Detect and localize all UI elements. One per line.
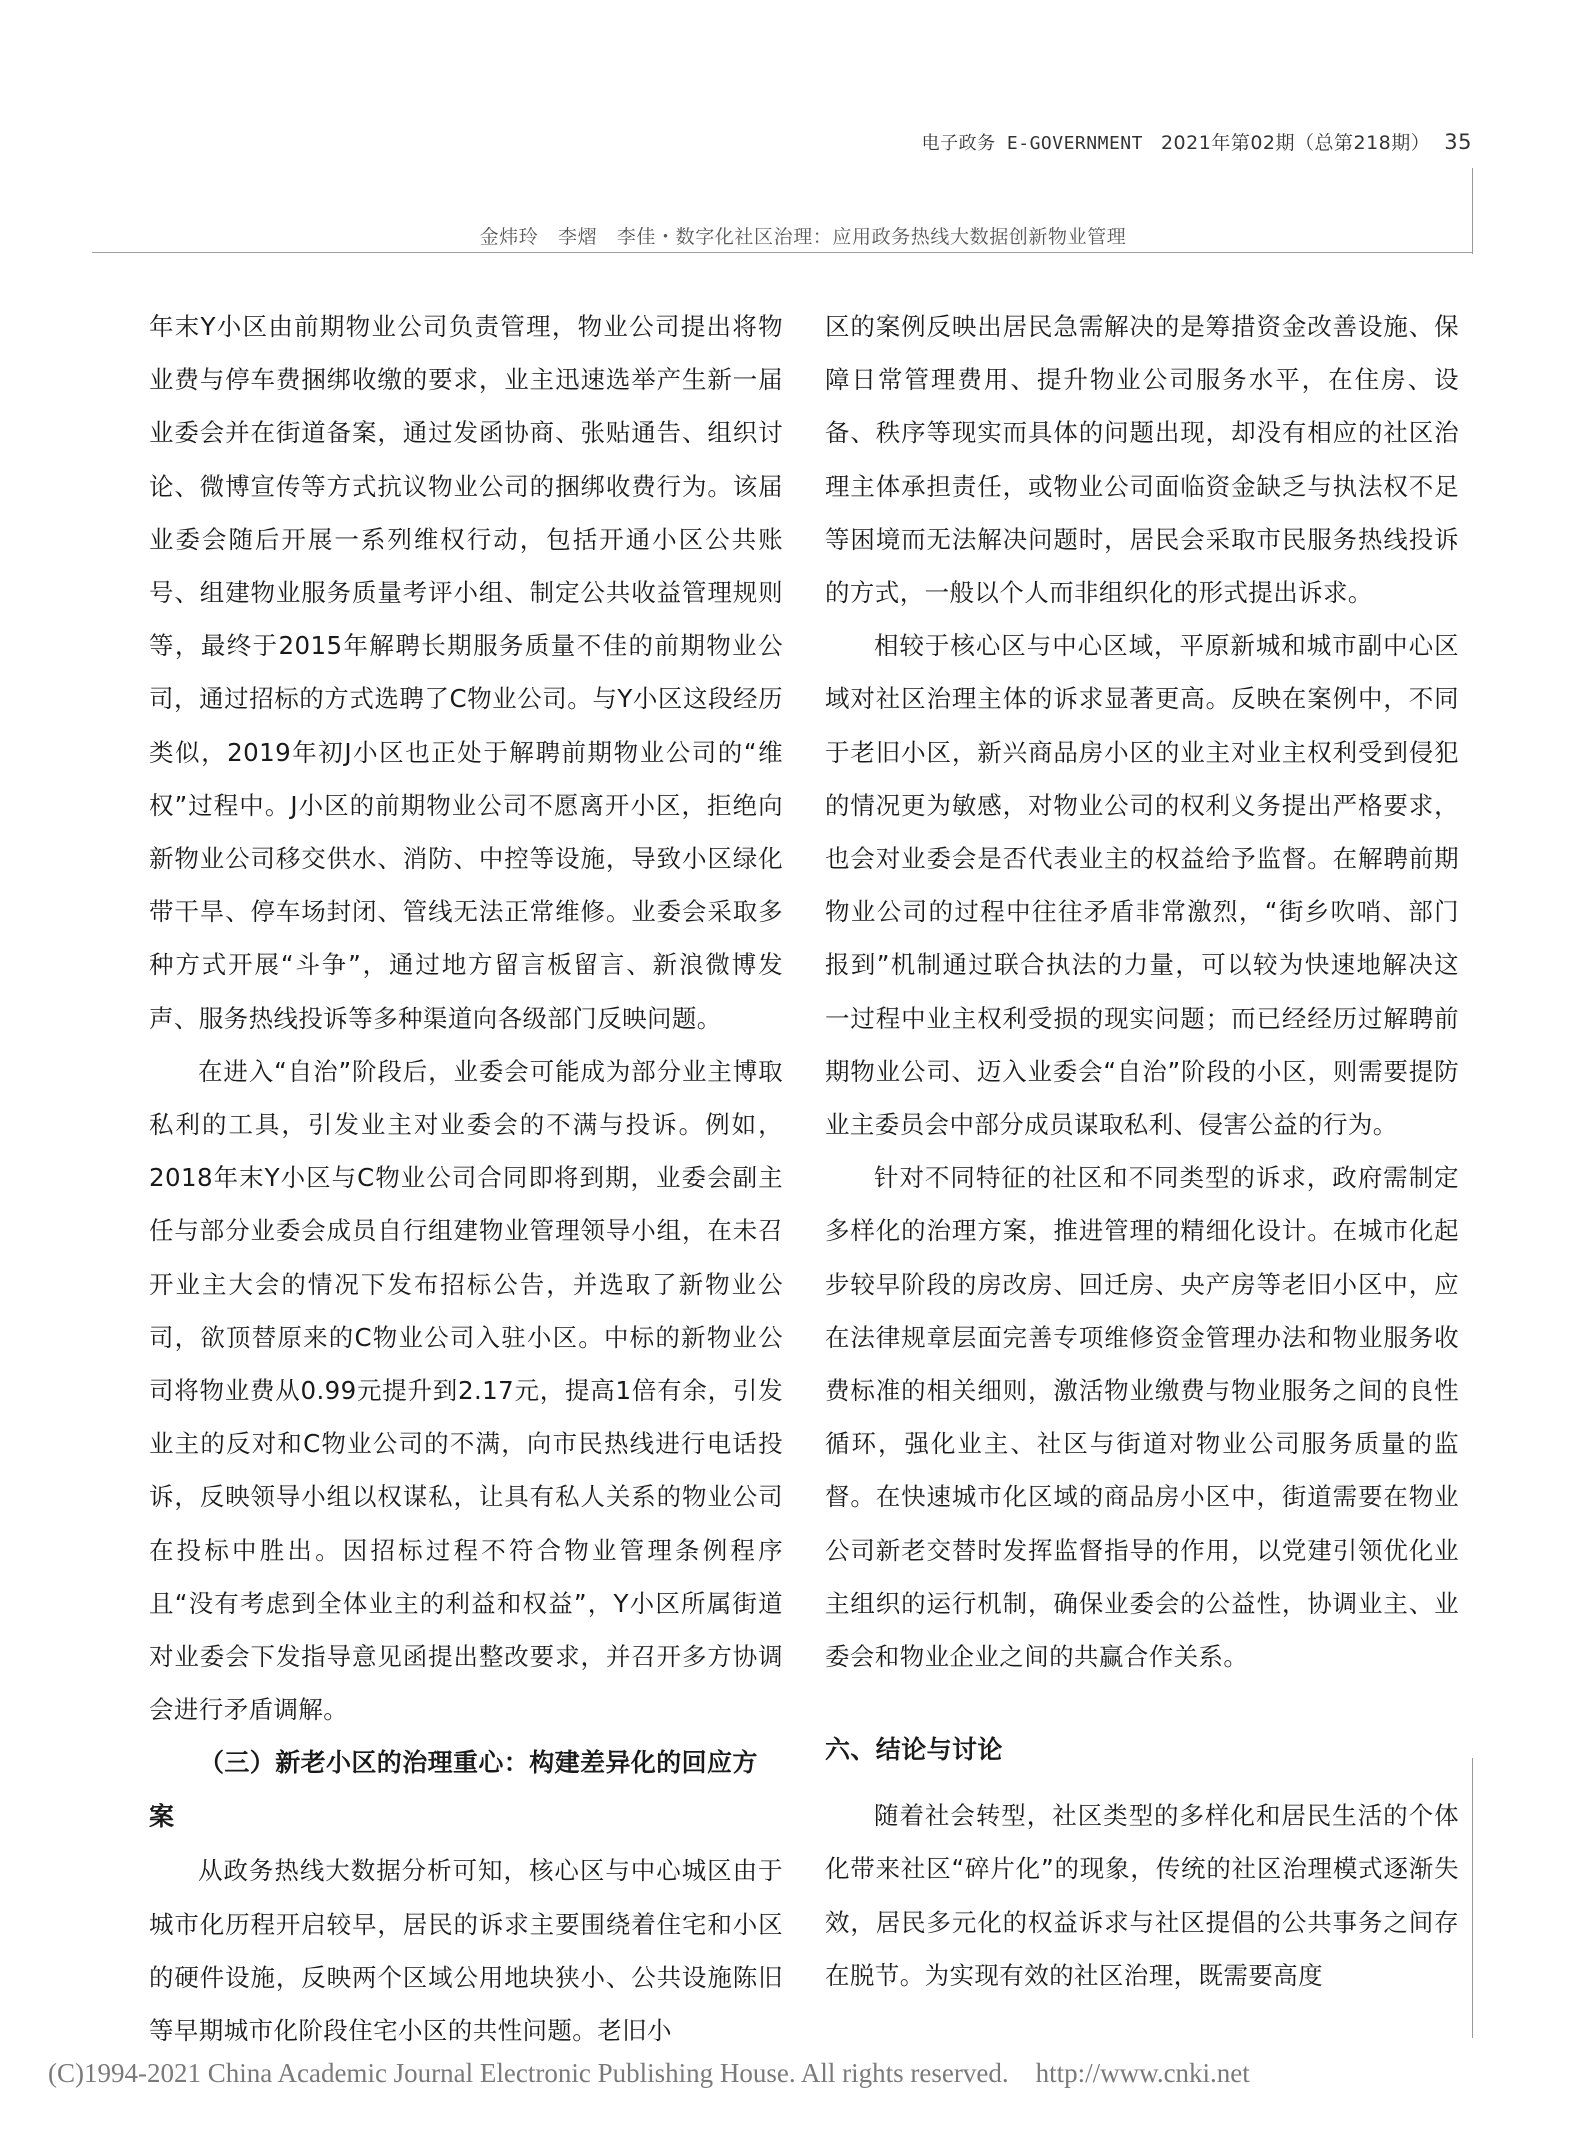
- section-heading: （三）新老小区的治理重心：构建差异化的回应方案: [149, 1748, 758, 1832]
- paragraph: 在进入“自治”阶段后，业委会可能成为部分业主博取私利的工具，引发业主对业委会的不满与投诉。例如，2018年末Y小区与C物业公司合同即将到期，业委会副主任与部分业委会成员自行组建物业管理领导小组，在未召开业主大会的情况下发布招标公告，并选取了新物业公司，欲顶替原来的C物业公司入驻小区。中标的新物业公司将物业费从0.99元提升到2.17元，提高1倍有余，引发业主的反对和C物业公司的不满，向市民热线进行电话投诉，反映领导小组以权谋私，让具有私人关系的物业公司在投标中胜出。因招标过程不符合物业管理条例程序且“没有考虑到全体业主的利益和权益”，Y小区所属街道对业委会下发指导意见函提出整改要求，并召开多方协调会进行矛盾调解。: [149, 1056, 783, 1725]
- paragraph: 从政务热线大数据分析可知，核心区与中心城区由于城市化历程开启较早，居民的诉求主要围绕着住宅和小区的硬件设施，反映两个区域公用地块狭小、公共设施陈旧等早期城市化阶段住宅小区的共性问题。老旧小: [149, 1856, 783, 2046]
- right-column: [825, 300, 1459, 2002]
- journal-name: 电子政务 E-GOVERNMENT: [921, 133, 1143, 154]
- paragraph: 区的案例反映出居民急需解决的是筹措资金改善设施、保障日常管理费用、提升物业公司服务水平，在住房、设备、秩序等现实而具体的问题出现，却没有相应的社区治理主体承担责任，或物业公司面临资金缺乏与执法权不足等困境而无法解决问题时，居民会采取市民服务热线投诉的方式，一般以个人而非组织化的形式提出诉求。: [825, 312, 1459, 608]
- page-number: 35: [1444, 130, 1472, 154]
- issue-label: 2021年第02期（总第218期）: [1160, 132, 1431, 154]
- paragraph: 针对不同特征的社区和不同类型的诉求，政府需制定多样化的治理方案，推进管理的精细化设计。在城市化起步较早阶段的房改房、回迁房、央产房等老旧小区中，应在法律规章层面完善专项维修资金管理办法和物业服务收费标准的相关细则，激活物业缴费与物业服务之间的良性循环，强化业主、社区与街道对物业公司服务质量的监督。在快速城市化区域的商品房小区中，街道需要在物业公司新老交替时发挥监督指导的作用，以党建引领优化业主组织的运行机制，确保业委会的公益性，协调业主、业委会和物业企业之间的共赢合作关系。: [825, 1163, 1459, 1672]
- page-header: [922, 128, 1472, 155]
- section-heading: 六、结论与讨论: [825, 1735, 1003, 1765]
- running-title: 金炜玲 李熠 李佳・数字化社区治理：应用政务热线大数据创新物业管理: [479, 226, 1127, 248]
- left-column: [149, 300, 783, 2057]
- paragraph: 随着社会转型，社区类型的多样化和居民生活的个体化带来社区“碎片化”的现象，传统的社区治理模式逐渐失效，居民多元化的权益诉求与社区提倡的公共事务之间存在脱节。为实现有效的社区治理，既需要高度: [825, 1801, 1459, 1990]
- copyright-footer: (C)1994-2021 China Academic Journal Electronic Publishing House. All rights reserved. http://www.cnki.net: [48, 2058, 1250, 2088]
- paragraph: 年末Y小区由前期物业公司负责管理，物业公司提出将物业费与停车费捆绑收缴的要求，业主迅速选举产生新一届业委会并在街道备案，通过发函协商、张贴通告、组织讨论、微博宣传等方式抗议物业公司的捆绑收费行为。该届业委会随后开展一系列维权行动，包括开通小区公共账号、组建物业服务质量考评小组、制定公共收益管理规则等，最终于2015年解聘长期服务质量不佳的前期物业公司，通过招标的方式选聘了C物业公司。与Y小区这段经历类似，2019年初J小区也正处于解聘前期物业公司的“维权”过程中。J小区的前期物业公司不愿离开小区，拒绝向新物业公司移交供水、消防、中控等设施，导致小区绿化带干旱、停车场封闭、管线无法正常维修。业委会采取多种方式开展“斗争”，通过地方留言板留言、新浪微博发声、服务热线投诉等多种渠道向各级部门反映问题。: [149, 312, 783, 1033]
- page-edge-rule: [1472, 1758, 1473, 2038]
- paragraph: 相较于核心区与中心区域，平原新城和城市副中心区域对社区治理主体的诉求显著更高。反映在案例中，不同于老旧小区，新兴商品房小区的业主对业主权利受到侵犯的情况更为敏感，对物业公司的权利义务提出严格要求，也会对业委会是否代表业主的权益给予监督。在解聘前期物业公司的过程中往往矛盾非常激烈，“街乡吹哨、部门报到”机制通过联合执法的力量，可以较为快速地解决这一过程中业主权利受损的现实问题；而已经经历过解聘前期物业公司、迈入业委会“自治”阶段的小区，则需要提防业主委员会中部分成员谋取私利、侵害公益的行为。: [825, 631, 1459, 1140]
- header-rule: [92, 252, 1472, 253]
